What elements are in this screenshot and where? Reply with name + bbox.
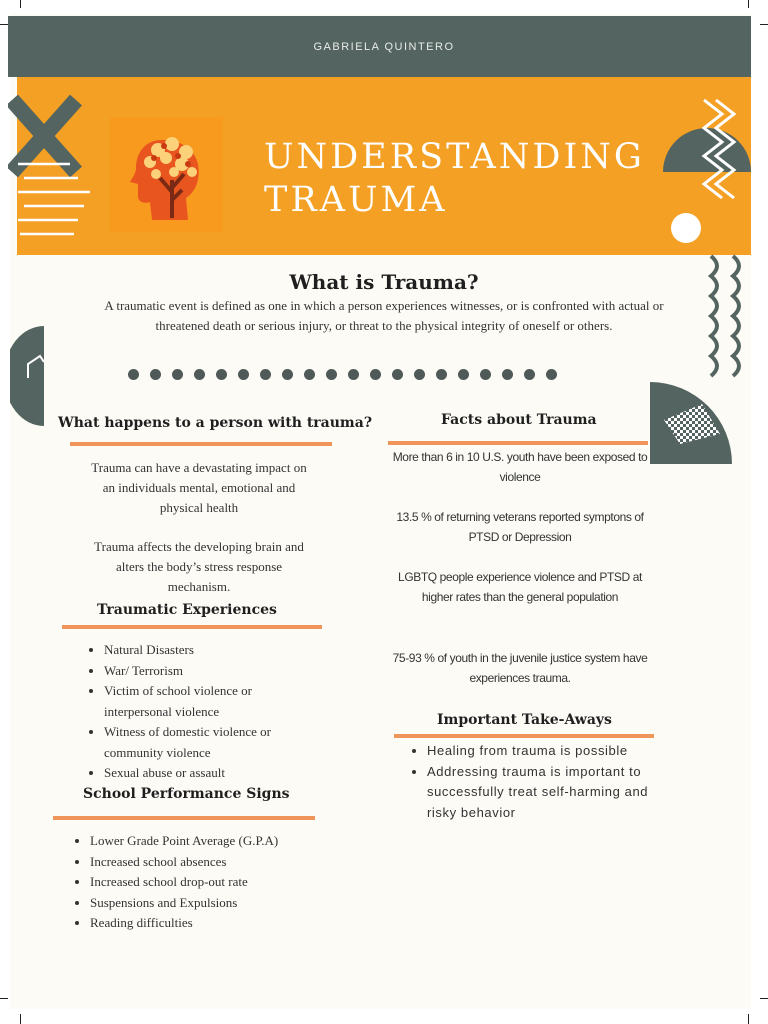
divider-dot [436, 369, 447, 380]
divider-dot [238, 369, 249, 380]
left-half-circle-icon [10, 326, 46, 426]
list-item: • Lower Grade Point Average (G.P.A) [90, 831, 340, 852]
school-list [74, 831, 340, 934]
school-heading: School Performance Signs [83, 786, 290, 802]
page-title [264, 136, 645, 222]
what-happens-paragraph-2: Trauma affects the developing brain and alters the body’s stress response mechanism. [94, 539, 304, 594]
section-rule [70, 442, 332, 446]
what-happens-heading: What happens to a person with trauma? [58, 415, 373, 431]
divider-dot [128, 369, 139, 380]
list-item: • Sexual abuse or assault [104, 763, 314, 784]
fact-item: 75-93 % of youth in the juvenile justice system have experiences trauma. [392, 651, 648, 685]
facts-heading: Facts about Trauma [441, 412, 597, 428]
author-name: GABRIELA QUINTERO [313, 40, 455, 53]
experiences-heading: Traumatic Experiences [97, 602, 277, 618]
section-rule [388, 441, 648, 445]
divider-dot [546, 369, 557, 380]
divider-dot [348, 369, 359, 380]
list-item: • Victim of school violence or interpersonal violence [104, 681, 314, 722]
list-item: • Increased school drop-out rate [90, 872, 340, 893]
crop-mark [760, 998, 768, 999]
experiences-list [88, 640, 314, 784]
divider-dot [392, 369, 403, 380]
crop-mark [20, 0, 21, 8]
section-rule [53, 816, 315, 820]
section-rule [62, 625, 322, 629]
divider-dot [172, 369, 183, 380]
crop-mark [20, 1014, 21, 1024]
takeaways-list [411, 741, 675, 823]
divider-dot [194, 369, 205, 380]
fact-item: LGBTQ people experience violence and PTSD at higher rates than the general population [398, 570, 642, 604]
what-happens-paragraph-1: Trauma can have a devastating impact on an individuals mental, emotional and physical health [91, 460, 307, 515]
divider-dot [326, 369, 337, 380]
divider-dot [524, 369, 535, 380]
divider-dot [282, 369, 293, 380]
divider-dot [414, 369, 425, 380]
divider-dot [216, 369, 227, 380]
half-circle-icon [660, 96, 751, 256]
divider-dot [150, 369, 161, 380]
divider-dot [304, 369, 315, 380]
list-item: • War/ Terrorism [104, 661, 314, 682]
divider-dot [502, 369, 513, 380]
divider-dot [458, 369, 469, 380]
list-item: • Increased school absences [90, 852, 340, 873]
crop-mark [748, 1014, 749, 1024]
divider-dot [370, 369, 381, 380]
title-line-2: TRAUMA [264, 180, 448, 220]
list-item: • Reading difficulties [90, 913, 340, 934]
quarter-circle-icon [650, 382, 751, 464]
divider-dot [260, 369, 271, 380]
title-line-1: UNDERSTANDING [264, 137, 645, 177]
list-item: • Suspensions and Expulsions [90, 893, 340, 914]
section-rule [394, 734, 654, 738]
x-shape-icon [8, 92, 103, 242]
list-item: • Natural Disasters [104, 640, 314, 661]
list-item: • Witness of domestic violence or community violence [104, 722, 314, 763]
takeaways-heading: Important Take-Aways [437, 712, 612, 728]
intro-text: A traumatic event is defined as one in which a person experiences witnesses, or is confronted with actual or threatened death or serious injury, or threat to the physical integrity of oneself or others. [104, 298, 664, 333]
list-item: • Healing from trauma is possible [427, 741, 675, 762]
crop-mark [0, 998, 8, 999]
crop-mark [748, 0, 749, 8]
dot-divider [128, 369, 557, 380]
divider-dot [480, 369, 491, 380]
head-tree-icon [128, 128, 208, 223]
fact-item: 13.5 % of returning veterans reported symptons of PTSD or Depression [396, 510, 644, 544]
list-item: • Addressing trauma is important to successfully treat self-harming and risky behavior [427, 762, 675, 824]
fact-item: More than 6 in 10 U.S. youth have been exposed to violence [392, 450, 648, 484]
intro-heading: What is Trauma? [289, 270, 479, 294]
